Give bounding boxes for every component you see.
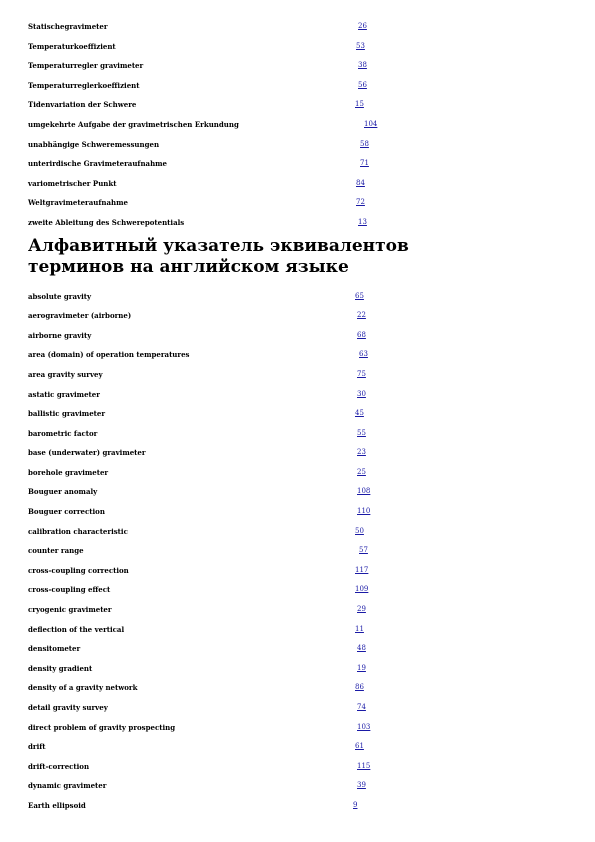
- index-term: zweite Ableitung des Schwerepotentials: [28, 217, 185, 227]
- index-term: Weltgravimeteraufnahme: [28, 198, 128, 208]
- index-entry: [28, 95, 568, 115]
- english-index-list: [28, 287, 568, 816]
- page-number-link[interactable]: 74: [357, 703, 366, 711]
- page-number-link[interactable]: 30: [357, 389, 366, 398]
- index-term: Earth ellipsoid: [28, 800, 86, 810]
- page-number-link[interactable]: 23: [357, 448, 366, 457]
- page-number-link[interactable]: 38: [358, 61, 367, 70]
- index-entry: [28, 620, 568, 640]
- index-term: Temperaturreglerkoeffizient: [28, 80, 140, 90]
- index-entry: [28, 174, 568, 194]
- index-entry: [28, 600, 568, 620]
- page-number-link[interactable]: 104: [364, 119, 378, 128]
- index-term: airborne gravity: [28, 330, 92, 340]
- page-number-link[interactable]: 26: [358, 22, 367, 30]
- index-entry: [28, 326, 568, 346]
- page-number-link[interactable]: 109: [355, 585, 369, 594]
- index-term: cross-coupling correction: [28, 565, 129, 575]
- index-entry: [28, 306, 568, 326]
- page-number-link[interactable]: 115: [357, 761, 371, 770]
- index-entry: [28, 193, 568, 213]
- index-term: area gravity survey: [28, 369, 103, 379]
- page-number-link[interactable]: 22: [357, 311, 366, 320]
- page-number-link[interactable]: 13: [358, 217, 367, 226]
- page-number-link[interactable]: 65: [355, 291, 364, 300]
- index-term: borehole gravimeter: [28, 467, 109, 477]
- page-number-link[interactable]: 48: [357, 644, 366, 653]
- index-term: cryogenic gravimeter: [28, 605, 112, 615]
- index-heading: Алфавитный указатель эквивалентов терминов на английском языке: [28, 235, 409, 277]
- index-term: density of a gravity network: [28, 683, 138, 693]
- page-number-link[interactable]: 117: [355, 565, 369, 574]
- page-number-link[interactable]: 75: [357, 369, 366, 378]
- page-number-link[interactable]: 55: [357, 428, 366, 437]
- page-number-link[interactable]: 29: [357, 605, 366, 614]
- page-number-link[interactable]: 110: [357, 507, 371, 516]
- index-term: drift-correction: [28, 761, 90, 771]
- index-entry: [28, 424, 568, 444]
- page-number-link[interactable]: 103: [357, 722, 371, 731]
- index-entry: [28, 135, 568, 155]
- index-entry: [28, 698, 568, 718]
- page-number-link[interactable]: 19: [357, 663, 366, 672]
- index-entry: [28, 678, 568, 698]
- index-term: astatic gravimeter: [28, 389, 100, 399]
- index-entry: [28, 541, 568, 561]
- page-number-link[interactable]: 58: [360, 139, 369, 148]
- index-entry: [28, 718, 568, 738]
- index-term: drift: [28, 742, 46, 752]
- index-term: counter range: [28, 546, 84, 556]
- index-entry: [28, 659, 568, 679]
- page-number-link[interactable]: 57: [359, 546, 368, 555]
- page-number-link[interactable]: 11: [355, 624, 364, 633]
- page-number-link[interactable]: 61: [355, 742, 364, 751]
- index-term: deflection of the vertical: [28, 624, 125, 634]
- index-term: variometrischer Punkt: [28, 178, 117, 188]
- index-term: unterirdische Gravimeteraufnahme: [28, 159, 168, 169]
- index-entry: [28, 757, 568, 777]
- index-entry: [28, 463, 568, 483]
- index-entry: [28, 404, 568, 424]
- index-term: density gradient: [28, 663, 93, 673]
- index-entry: [28, 154, 568, 174]
- index-entry: [28, 115, 568, 135]
- index-entry: [28, 213, 568, 233]
- index-page: [28, 17, 568, 816]
- page-number-link[interactable]: 86: [355, 683, 364, 692]
- index-term: umgekehrte Aufgabe der gravimetrischen Erkundung: [28, 119, 239, 129]
- page-number-link[interactable]: 25: [357, 467, 366, 476]
- index-term: Bouguer correction: [28, 507, 105, 517]
- page-number-link[interactable]: 71: [360, 159, 369, 168]
- index-term: ballistic gravimeter: [28, 409, 106, 419]
- index-entry: [28, 37, 568, 57]
- page-number-link[interactable]: 39: [357, 781, 366, 790]
- page-number-link[interactable]: 53: [356, 41, 365, 50]
- page-number-link[interactable]: 84: [356, 178, 365, 187]
- index-term: area (domain) of operation temperatures: [28, 350, 190, 360]
- page-number-link[interactable]: 72: [356, 198, 365, 207]
- index-term: base (underwater) gravimeter: [28, 448, 146, 458]
- index-entry: [28, 17, 568, 37]
- index-entry: [28, 580, 568, 600]
- index-entry: [28, 56, 568, 76]
- index-entry: [28, 76, 568, 96]
- index-entry: [28, 443, 568, 463]
- index-entry: [28, 796, 568, 816]
- index-entry: [28, 737, 568, 757]
- index-term: aerogravimeter (airborne): [28, 311, 132, 321]
- index-term: calibration characteristic: [28, 526, 128, 536]
- index-entry: [28, 365, 568, 385]
- page-number-link[interactable]: 68: [357, 330, 366, 339]
- index-entry: [28, 522, 568, 542]
- index-entry: [28, 776, 568, 796]
- index-entry: [28, 502, 568, 522]
- page-number-link[interactable]: 56: [358, 80, 367, 89]
- index-entry: [28, 482, 568, 502]
- index-term: Temperaturkoeffizient: [28, 41, 116, 51]
- index-entry: [28, 345, 568, 365]
- index-term: Statischegravimeter: [28, 22, 108, 31]
- index-term: dynamic gravimeter: [28, 781, 107, 791]
- index-term: Temperaturregler gravimeter: [28, 61, 144, 71]
- index-term: densitometer: [28, 644, 81, 654]
- index-term: Bouguer anomaly: [28, 487, 98, 497]
- index-term: cross-coupling effect: [28, 585, 111, 595]
- index-entry: [28, 287, 568, 307]
- index-term: absolute gravity: [28, 291, 92, 301]
- index-entry: [28, 639, 568, 659]
- index-term: barometric factor: [28, 428, 98, 438]
- page-number-link[interactable]: 50: [355, 526, 364, 535]
- page-number-link[interactable]: 15: [355, 100, 364, 109]
- index-term: direct problem of gravity prospecting: [28, 722, 176, 732]
- german-index-list: [28, 17, 568, 233]
- page-number-link[interactable]: 63: [359, 350, 368, 359]
- index-term: detail gravity survey: [28, 703, 108, 712]
- index-entry: [28, 561, 568, 581]
- index-entry: [28, 385, 568, 405]
- page-number-link[interactable]: 9: [353, 800, 358, 809]
- page-number-link[interactable]: 45: [355, 409, 364, 418]
- index-term: unabhängige Schweremessungen: [28, 139, 160, 149]
- index-term: Tidenvariation der Schwere: [28, 100, 137, 110]
- page-number-link[interactable]: 108: [357, 487, 371, 496]
